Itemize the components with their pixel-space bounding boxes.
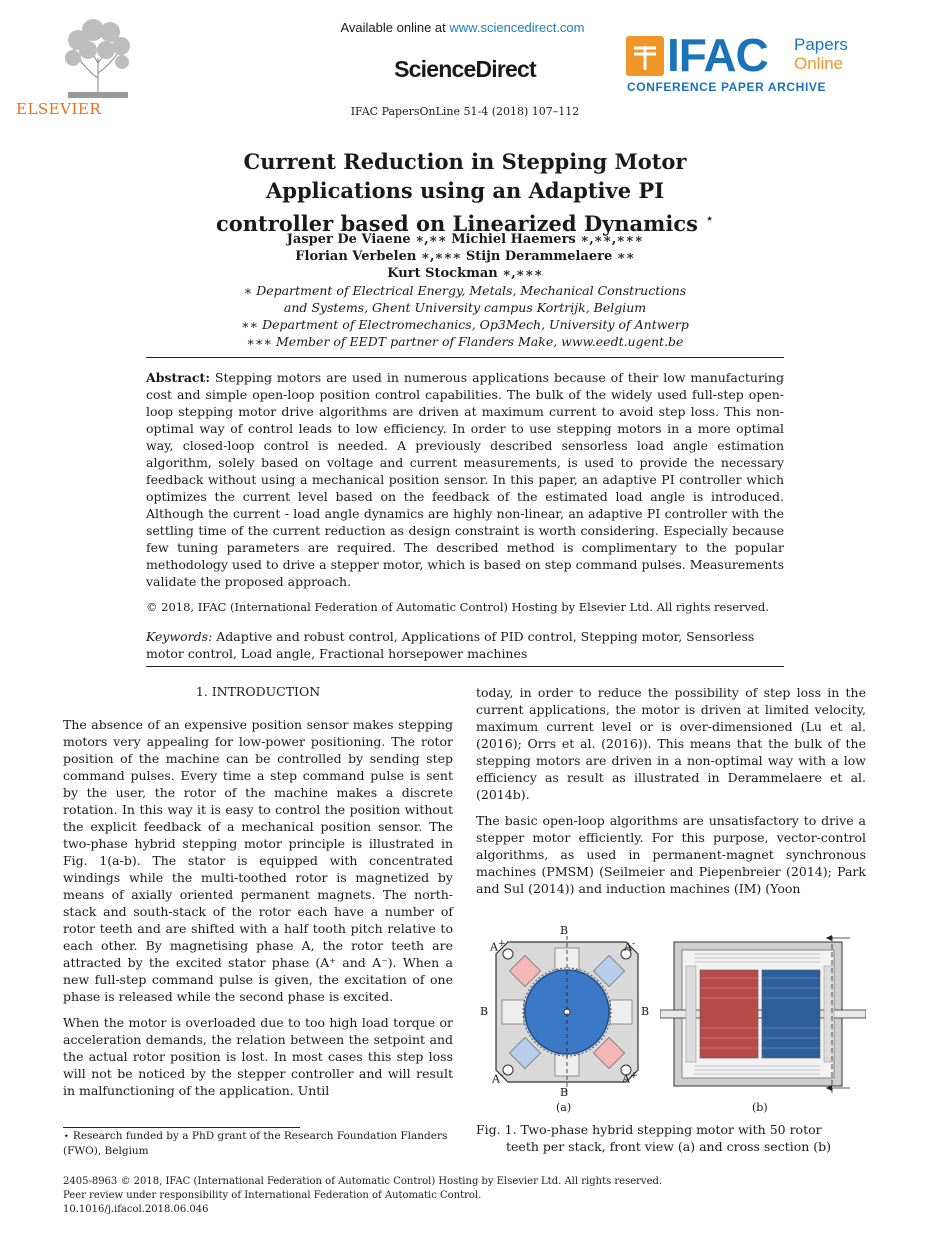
author-line: Kurt Stockman ∗,∗∗∗ (387, 266, 543, 281)
figure-label-b-bottom: B (560, 1086, 569, 1099)
doi-link[interactable]: 10.1016/j.ifacol.2018.06.046 (63, 1204, 209, 1215)
figure-label-b-top: B (560, 924, 569, 937)
subfigure-label-a: (a) (556, 1101, 572, 1114)
paragraph: The absence of an expensive position sensor makes stepping motors very appealing for low-power positioning. The rotor position of the machine can be controlled by sending step command pulses. Every time a step command pulse is sent by the user, the rotor of the machine makes a discrete rotation. In this way it is easy to control the position without the explicit feedback of a mechanical position sensor. The two-phase hybrid stepping motor principle is illustrated in Fig. 1(a-b). The stator is equipped with concentrated windings while the multi-toothed rotor is magnetized by means of axially oriented permanent magnets. The north-stack and south-stack of the rotor each have a number of rotor teeth and are shifted with a half tooth pitch relative to each other. By magnetising phase A, the rotor teeth are attracted by the excited stator phase (A⁺ and A⁻). When a new full-step command pulse is given, the excitation of one phase is released while the second phase is excited. (63, 717, 453, 1004)
footnote-rule (63, 1127, 300, 1128)
keywords-text: Adaptive and robust control, Applications of PID control, Stepping motor, Sensorless motor control, Load angle, Fractional horsepower machines (146, 629, 755, 661)
title-line: controller based on Linearized Dynamics ⋆ (215, 211, 715, 236)
abstract (146, 369, 784, 590)
affiliation-line: and Systems, Ghent University campus Kortrijk, Belgium (283, 300, 647, 315)
availability-line (0, 20, 925, 35)
copyright-notice: © 2018, IFAC (International Federation of Automatic Control) Hosting by Elsevier Ltd. All rights reserved. (146, 600, 769, 614)
title-footnote-star: ⋆ (705, 211, 715, 227)
caption-line: Fig. 1. Two-phase hybrid stepping motor with 50 rotor (476, 1122, 822, 1137)
figure-label-b-left: B (480, 1005, 489, 1018)
title-line: Applications using an Adaptive PI (265, 178, 665, 203)
footer-line: 2405-8963 © 2018, IFAC (International Federation of Automatic Control) Hosting by Elsevier Ltd. All rights reserved. (63, 1176, 663, 1187)
abstract-label: Abstract: (146, 370, 210, 385)
ifac-wordmark: IFAC (667, 29, 768, 81)
caption-line: teeth per stack, front view (a) and cross section (b) (506, 1139, 832, 1154)
right-column (476, 684, 866, 897)
section-heading: 1. INTRODUCTION (195, 684, 321, 699)
figure-label-b-right: B (641, 1005, 650, 1018)
sciencedirect-brand: ScienceDirect (394, 56, 536, 82)
ifac-papers-label: Papers (794, 35, 848, 54)
figure-label-a-minus: A- (624, 938, 636, 954)
left-column (63, 684, 453, 1099)
keywords (146, 628, 784, 662)
figure-label-a-minus: A- (492, 1070, 504, 1086)
affiliation-line: ∗ Department of Electrical Energy, Metals, Mechanical Constructions (243, 283, 687, 298)
figure-caption (476, 1121, 866, 1155)
page-footer (63, 1175, 763, 1217)
title-line: Current Reduction in Stepping Motor (243, 149, 687, 174)
sciencedirect-link[interactable]: www.sciencedirect.com (449, 20, 585, 35)
elsevier-wordmark: ELSEVIER (16, 100, 102, 118)
footer-line: Peer review under responsibility of International Federation of Automatic Control. (63, 1190, 482, 1201)
divider (146, 357, 784, 358)
abstract-text: Stepping motors are used in numerous applications because of their low manufacturing cost and simple open-loop position control capabilities. The bulk of the widely used full-step open-loop stepping motor drive algorithms are driven at maximum current to avoid step loss. This non-optimal way of control leads to low efficiency. In order to use stepping motors in a more optimal way, closed-loop control is needed. A previously described sensorless load angle estimation algorithm, solely based on voltage and current measurements, is used to provide the necessary feedback without using a mechanical position sensor. In this paper, an adaptive PI controller which optimizes the current level based on the feedback of the estimated load angle is introduced. Although the current - load angle dynamics are highly non-linear, an adaptive PI controller with the settling time of the current reduction as design constraint is worth considering. Especially because few tuning parameters are required. The described method is complimentary to the popular methodology used to drive a stepper motor, which is based on step command pulses. Measurements validate the proposed approach. (146, 370, 784, 589)
author-line: Florian Verbelen ∗,∗∗∗ Stijn Derammelaere ∗∗ (295, 249, 635, 264)
paragraph: The basic open-loop algorithms are unsatisfactory to drive a stepper motor efficiently. For this purpose, vector-control algorithms, as used in permanent-magnet synchronous machines (PMSM) (Seilmeier and Piepenbreier (2014); Park and Sul (2014)) and induction machines (IM) (Yoon (476, 813, 866, 896)
divider (146, 666, 784, 667)
figure-label-a-plus: A+ (490, 938, 506, 954)
availability-prefix: Available online at (340, 20, 450, 35)
keywords-label: Keywords: (146, 629, 213, 644)
affiliation-line: ∗∗∗ Member of EEDT partner of Flanders Make, www.eedt.ugent.be (246, 334, 684, 349)
author-line: Jasper De Viaene ∗,∗∗ Michiel Haemers ∗,∗∗,∗∗∗ (286, 232, 644, 247)
ifac-archive-label: CONFERENCE PAPER ARCHIVE (627, 80, 827, 94)
paragraph: today, in order to reduce the possibility of step loss in the current applications, the motor is driven at limited velocity, maximum current level or is over-dimensioned (Lu et al. (2016); Orrs et al. (2016)). This means that the bulk of the stepping motors are driven in a non-optimal way with a low efficiency as result as illustrated in Derammelaere et al. (2014b). (476, 685, 866, 802)
journal-reference: IFAC PapersOnLine 51-4 (2018) 107–112 (350, 105, 580, 118)
paper-title (180, 147, 750, 238)
footnote: ⋆ Research funded by a PhD grant of the Research Foundation Flanders (FWO), Belgium (63, 1130, 448, 1157)
paragraph: When the motor is overloaded due to too high load torque or acceleration demands, the relation between the setpoint and the actual rotor position is lost. In most cases this step loss will not be noticed by the stepper controller and will result in malfunctioning of the application. Until (63, 1015, 453, 1098)
ifac-online-label: Online (794, 54, 844, 73)
ifac-emblem-icon (626, 36, 664, 76)
figure-1b-cross-section (660, 930, 866, 1098)
affiliation-line: ∗∗ Department of Electromechanics, Op3Mech, University of Antwerp (241, 317, 689, 332)
subfigure-label-b: (b) (752, 1101, 768, 1114)
figure-label-a-plus: A+ (622, 1070, 638, 1086)
